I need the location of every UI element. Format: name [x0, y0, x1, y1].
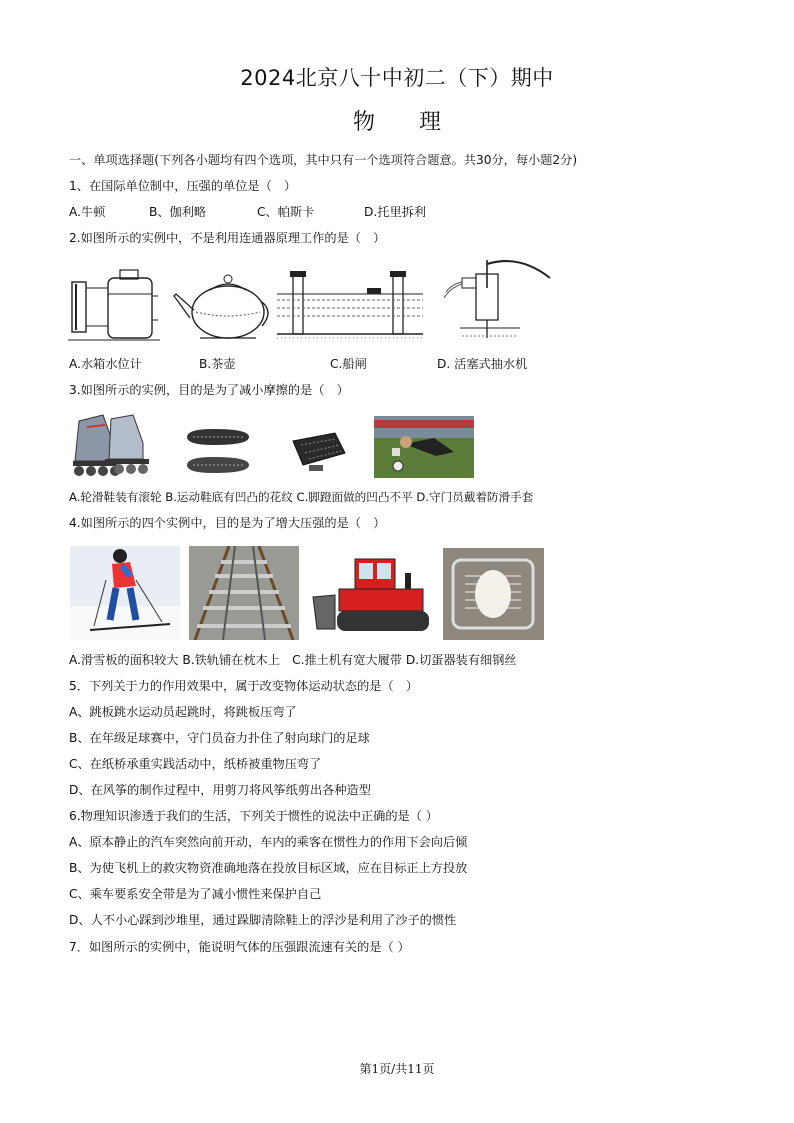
- inline-skates-photo: [69, 409, 155, 479]
- q6-option-d: D、人不小心踩到沙堆里，通过跺脚清除鞋上的浮沙是利用了沙子的惯性: [69, 913, 457, 927]
- q1-stem: 1、在国际单位制中，压强的单位是（ ）: [69, 179, 297, 193]
- water-tank-gauge-figure: [68, 266, 160, 344]
- page-title: 2024北京八十中初二（下）期中: [240, 66, 554, 90]
- teapot-figure: [170, 266, 274, 344]
- egg-slicer-photo: [443, 548, 544, 640]
- q2-caption-a: A.水箱水位计: [69, 357, 142, 371]
- piston-pump-figure: [440, 258, 558, 344]
- q5-option-d: D、在风筝的制作过程中，用剪刀将风筝纸剪出各种造型: [69, 783, 371, 797]
- q2-stem: 2.如图所示的实例中，不是利用连通器原理工作的是（ ）: [69, 231, 386, 245]
- q3-captions: A.轮滑鞋装有滚轮 B.运动鞋底有凹凸的花纹 C.脚蹬面做的凹凸不平 D.守门员戴着防滑手套: [69, 490, 534, 504]
- bulldozer-photo: [309, 545, 435, 641]
- q5-option-a: A、跳板跳水运动员起跳时，将跳板压弯了: [69, 705, 297, 719]
- q1-option-c: C、帕斯卡: [257, 205, 315, 219]
- q5-option-b: B、在年级足球赛中，守门员奋力扑住了射向球门的足球: [69, 731, 370, 745]
- q3-stem: 3.如图所示的实例，目的是为了减小摩擦的是（ ）: [69, 383, 349, 397]
- q2-caption-b: B.茶壶: [199, 357, 236, 371]
- q6-stem: 6.物理知识渗透于我们的生活，下列关于惯性的说法中正确的是（ ）: [69, 809, 438, 823]
- q4-stem: 4.如图所示的四个实例中，目的是为了增大压强的是（ ）: [69, 516, 386, 530]
- goalkeeper-photo: [374, 416, 474, 478]
- q6-option-b: B、为使飞机上的救灾物资准确地落在投放目标区域，应在目标正上方投放: [69, 861, 468, 875]
- q1-option-a: A.牛顿: [69, 205, 106, 219]
- q4-captions: A.滑雪板的面积较大 B.铁轨铺在枕木上 C.推土机有宽大履带 D.切蛋器装有细钢丝: [69, 653, 517, 667]
- railway-track-photo: [189, 546, 299, 640]
- ship-lock-figure: [277, 266, 423, 344]
- q7-stem: 7．如图所示的实例中，能说明气体的压强跟流速有关的是（ ）: [69, 940, 410, 954]
- q5-option-c: C、在纸桥承重实践活动中，纸桥被重物压弯了: [69, 757, 322, 771]
- q6-option-c: C、乘车要系安全带是为了减小惯性来保护自己: [69, 887, 322, 901]
- subject-title: 物 理: [352, 110, 441, 135]
- q5-stem: 5．下列关于力的作用效果中，属于改变物体运动状态的是（ ）: [69, 679, 419, 693]
- q2-caption-d: D. 活塞式抽水机: [437, 357, 528, 371]
- q2-caption-c: C.船闸: [330, 357, 367, 371]
- shoe-sole-photo: [183, 425, 253, 479]
- q6-option-a: A、原本静止的汽车突然向前开动，车内的乘客在惯性力的作用下会向后倾: [69, 835, 468, 849]
- bike-pedal-photo: [287, 427, 349, 477]
- page-number: 第1页/共11页: [359, 1062, 435, 1076]
- skier-photo: [70, 546, 180, 640]
- q1-option-d: D.托里拆利: [364, 205, 427, 219]
- section-heading: 一、单项选择题(下列各小题均有四个选项，其中只有一个选项符合题意。共30分，每小题2分): [69, 153, 578, 167]
- q1-option-b: B、伽利略: [149, 205, 207, 219]
